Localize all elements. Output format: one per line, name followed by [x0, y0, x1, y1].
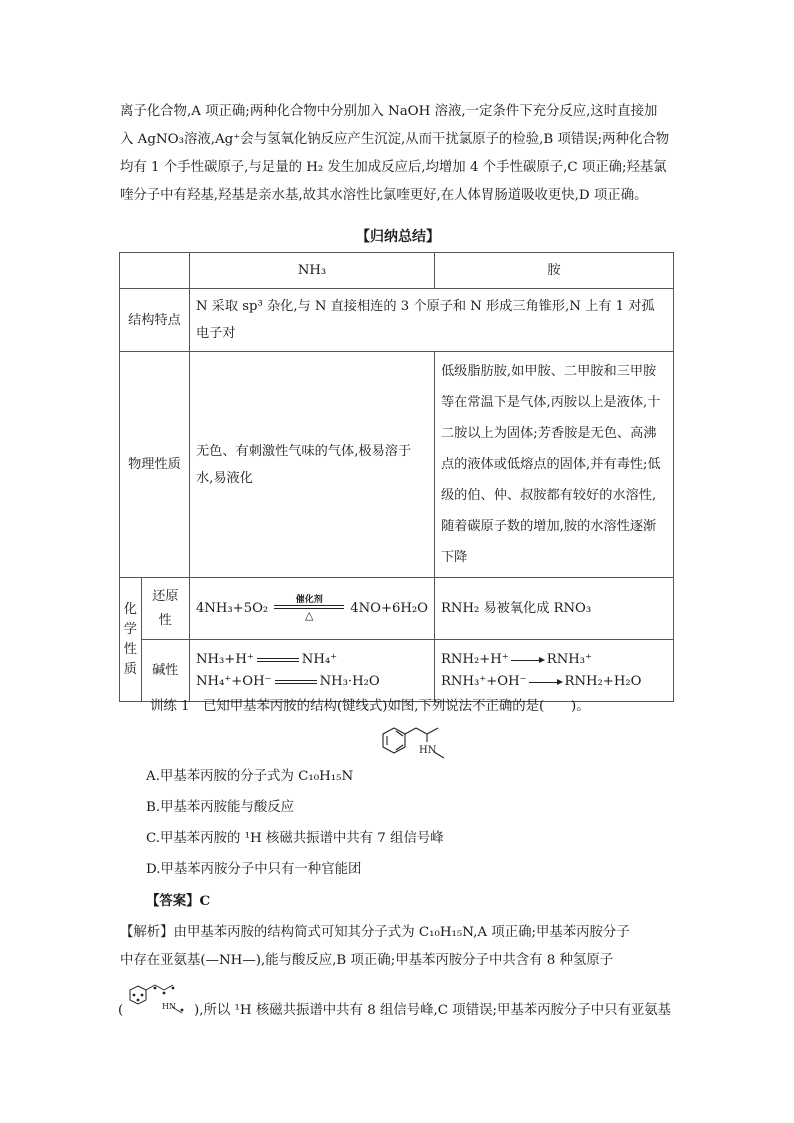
basic-amine-eq2 [441, 671, 667, 693]
structure-text: N 采取 sp³ 杂化,与 N 直接相连的 3 个原子和 N 形成三角锥形,N 上有 1 对孤电子对 [189, 289, 673, 352]
analysis-line-2: 中存在亚氨基(—NH—),能与酸反应,B 项正确;甲基苯丙胺分子中共含有 8 种氢原子 [120, 953, 614, 968]
heat-symbol: △ [304, 608, 314, 622]
chem-property-label [120, 578, 142, 702]
table-row-physical [120, 352, 674, 578]
small-hn-label: HN [162, 1002, 176, 1011]
basic-amine-eq2-right: RNH₂+H₂O [564, 673, 642, 689]
basic-amine-eq1-left: RNH₂+H⁺ [441, 651, 509, 667]
row-label-reducing-text: 还原性 [152, 588, 179, 628]
right-arrow-icon [529, 676, 563, 688]
table-header-row [120, 253, 674, 289]
option-d: D.甲基苯丙胺分子中只有一种官能团 [146, 862, 362, 877]
right-arrow-icon [511, 654, 545, 666]
basic-amine-eq2-left: RNH₃⁺+OH⁻ [441, 673, 527, 689]
basic-nh3-eq1-left: NH₃+H⁺ [195, 651, 254, 667]
answer: 【答案】C [146, 893, 211, 909]
basic-amine-eq1-right: RNH₃⁺ [546, 651, 592, 667]
molecule-structure-diagram [374, 718, 464, 768]
header-empty-cell [120, 253, 190, 289]
reducing-nh3-left: 4NH₃+5O₂ [195, 600, 269, 616]
reducing-amine: RNH₂ 易被氧化成 RNO₃ [435, 578, 674, 640]
small-molecule-structure [124, 980, 194, 1018]
summary-title: 【归纳总结】 [356, 229, 440, 245]
row-label-structure: 结构特点 [120, 289, 190, 352]
summary-table [119, 252, 674, 702]
physical-amine: 低级脂肪胺,如甲胺、二甲胺和三甲胺等在常温下是气体,丙胺以上是液体,十二胺以上为固体;芳香胺是无色、高沸点的液体或低熔点的固体,并有毒性;低级的伯、仲、叔胺都有较好的水溶性,随着碳原子数的增加,胺的水溶性逐渐下降 [435, 352, 674, 578]
option-b: B.甲基苯丙胺能与酸反应 [146, 800, 295, 815]
intro-line-1: 离子化合物,A 项正确;两种化合物中分别加入 NaOH 溶液,一定条件下充分反应,这时直接加 [120, 104, 658, 119]
intro-line-4: 喹分子中有羟基,羟基是亲水基,故其水溶性比氯喹更好,在人体胃肠道吸收更快,D 项正确。 [120, 188, 648, 203]
catalyst-arrow [274, 593, 344, 625]
header-amine: 胺 [435, 253, 674, 289]
benzene-ring [383, 728, 405, 753]
table-row-basic [120, 640, 674, 702]
exercise-question: 训练 1 已知甲基苯丙胺的结构(键线式)如图,下列说法不正确的是( )。 [150, 699, 590, 714]
intro-line-3: 均有 1 个手性碳原子,与足量的 H₂ 发生加成反应后,均增加 4 个手性碳原子,C 项正确;羟基氯 [120, 160, 667, 175]
option-c: C.甲基苯丙胺的 ¹H 核磁共振谱中共有 7 组信号峰 [146, 831, 444, 846]
catalyst-label: 催化剂 [295, 594, 323, 605]
equilibrium-arrow [275, 675, 317, 689]
table-row-reducing [120, 578, 674, 640]
chem-char-4: 质 [123, 661, 137, 677]
analysis-paren: ( [118, 1003, 124, 1018]
hn-label: HN [419, 745, 437, 756]
basic-amine-eq1 [441, 649, 667, 671]
basic-nh3-eq1-right: NH₄⁺ [301, 651, 338, 667]
reducing-nh3 [189, 578, 434, 640]
row-label-physical: 物理性质 [120, 352, 190, 578]
intro-line-2: 入 AgNO₃溶液,Ag⁺会与氢氧化钠反应产生沉淀,从而干扰氯原子的检验,B 项错误;两种化合物 [120, 132, 670, 147]
physical-nh3: 无色、有刺激性气味的气体,极易溶于水,易液化 [189, 352, 434, 578]
chem-char-1: 化 [123, 601, 137, 617]
row-label-reducing [141, 578, 189, 640]
reducing-nh3-right: 4NO+6H₂O [350, 600, 428, 616]
basic-nh3-eq1 [196, 649, 428, 671]
chem-char-2: 学 [123, 621, 137, 637]
basic-nh3-eq2 [196, 671, 428, 693]
equilibrium-arrow [257, 653, 299, 667]
analysis-line-3: ),所以 ¹H 核磁共振谱中共有 8 组信号峰,C 项错误;甲基苯丙胺分子中只有亚氨基 [194, 1003, 672, 1018]
basic-amine [435, 640, 674, 702]
chem-char-3: 性 [123, 641, 137, 657]
basic-nh3-eq2-right: NH₃·H₂O [319, 673, 380, 689]
option-a: A.甲基苯丙胺的分子式为 C₁₀H₁₅N [146, 769, 354, 784]
basic-nh3 [189, 640, 434, 702]
table-row-structure [120, 289, 674, 352]
basic-nh3-eq2-left: NH₄⁺+OH⁻ [195, 673, 272, 689]
analysis-line-1: 【解析】由甲基苯丙胺的结构简式可知其分子式为 C₁₀H₁₅N,A 项正确;甲基苯丙胺分子 [120, 925, 630, 940]
header-nh3: NH₃ [189, 253, 434, 289]
row-label-basic: 碱性 [141, 640, 189, 702]
